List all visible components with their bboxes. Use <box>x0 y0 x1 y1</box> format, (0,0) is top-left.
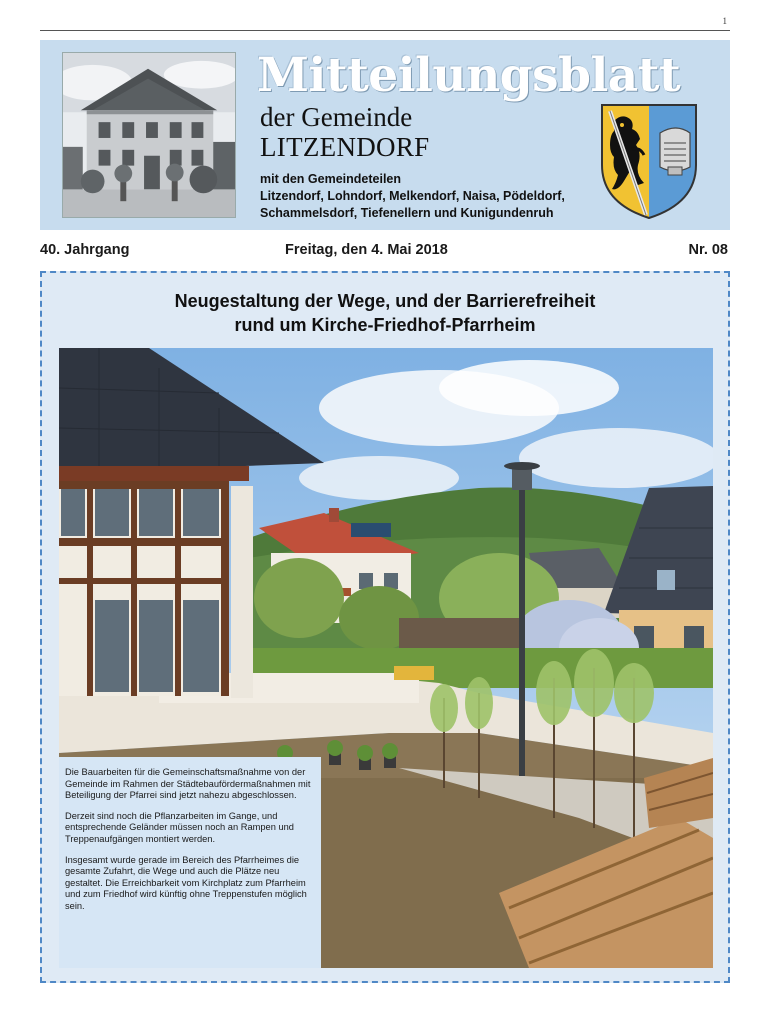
caption-paragraph: Derzeit sind noch die Pflanzarbeiten im Gange, und entsprechende Geländer müssen noch an Rampen und Treppenaufgängen montiert werden. <box>65 810 294 844</box>
article-headline <box>42 289 728 337</box>
title-municipality-name: LITZENDORF <box>260 132 430 162</box>
issue-bar <box>40 242 730 262</box>
article-caption <box>59 757 321 968</box>
title-municipality-prefix: der Gemeinde <box>260 102 413 132</box>
top-divider <box>40 30 730 31</box>
masthead <box>40 40 730 230</box>
lead-article <box>40 271 730 983</box>
page-number: 1 <box>722 16 727 26</box>
issue-number: Nr. 08 <box>688 242 728 258</box>
subtitle-line: Schammelsdorf, Tiefenellern und Kunigundenruh <box>260 206 554 220</box>
coat-of-arms-icon <box>600 103 698 220</box>
volume-label: 40. Jahrgang <box>40 242 130 258</box>
issue-date: Freitag, den 4. Mai 2018 <box>285 242 448 258</box>
headline-line: rund um Kirche-Friedhof-Pfarrheim <box>234 315 536 335</box>
municipality-districts <box>260 171 565 222</box>
town-hall-photo <box>62 52 236 218</box>
subtitle-line: Litzendorf, Lohndorf, Melkendorf, Naisa, Pödeldorf, <box>260 189 565 203</box>
subtitle-line: mit den Gemeindeteilen <box>260 172 402 186</box>
caption-paragraph: Die Bauarbeiten für die Gemeinschaftsmaßnahme von der Gemeinde im Rahmen der Städtebaufördermaßnahmen mit Beteiligung der Pfarrei sind jetzt nahezu abgeschlossen. <box>65 767 311 801</box>
newsletter-title: Mitteilungsblatt <box>257 48 681 103</box>
caption-paragraph: Insgesamt wurde gerade im Bereich des Pfarrheimes die gesamte Zufahrt, die Wege und auch die Plätze neu gestaltet. Die Erreichbarkeit vom Kirchplatz zum Pfarrheim und zum Friedhof wird künftig ohne Treppenstufen möglich sein. <box>65 854 307 911</box>
headline-line: Neugestaltung der Wege, und der Barrierefreiheit <box>174 291 596 311</box>
